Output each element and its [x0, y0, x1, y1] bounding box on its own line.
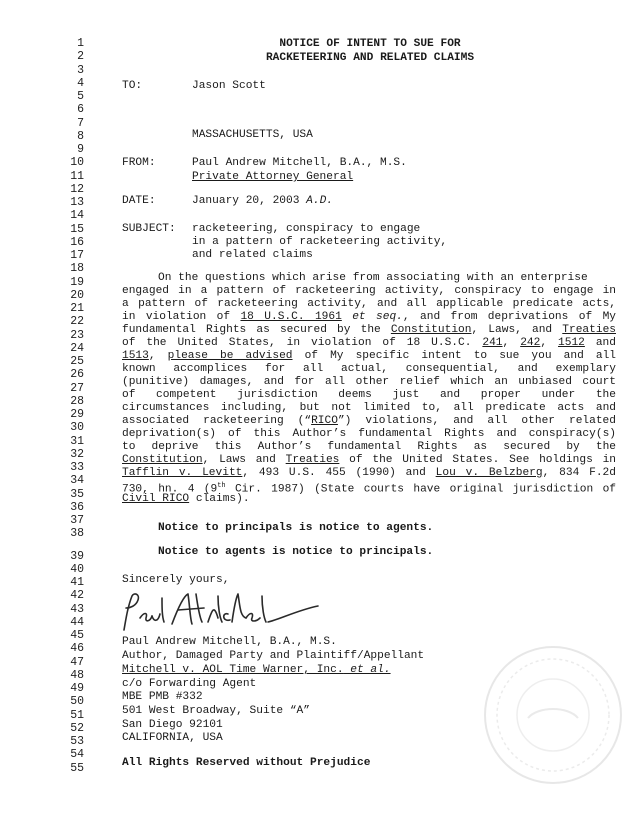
- line-number: 28: [70, 395, 84, 408]
- body-line-21: a pattern of racketeering activity, and all applicable predicate acts,: [122, 298, 616, 310]
- body-line-31: deprivation(s) of this Author’s fundamental Rights and conspiracy(s): [122, 428, 616, 440]
- body-line-25: 1513, please be advised of My specific intent to sue you and all: [122, 350, 616, 362]
- body-line-27: (punitive) damages, and for all other relief which an unbiased court: [122, 376, 616, 388]
- body-line-20: engaged in a pattern of racketeering activity, conspiracy to engage in: [122, 285, 616, 297]
- line-number: 53: [70, 735, 84, 748]
- body-line-33: Constitution, Laws and Treaties of the United States. See holdings in: [122, 454, 616, 466]
- line-number: 7: [77, 117, 84, 130]
- line-number: 55: [70, 762, 84, 775]
- line-number: 11: [70, 170, 84, 183]
- body-line-22: in violation of 18 U.S.C. 1961 et seq., and from deprivations of My: [122, 311, 616, 323]
- embossed-seal-mark: [478, 640, 628, 790]
- body-line-36: Civil RICO claims).: [122, 493, 250, 505]
- line-number: 24: [70, 342, 84, 355]
- line-number: 49: [70, 682, 84, 695]
- line-number: 30: [70, 421, 84, 434]
- line-number: 14: [70, 209, 84, 222]
- line-number: 8: [77, 130, 84, 143]
- line-number: 6: [77, 103, 84, 116]
- line-number: 42: [70, 589, 84, 602]
- body-line-24: of the United States, in violation of 18 U.S.C. 241, 242, 1512 and: [122, 337, 616, 349]
- line-number: 22: [70, 315, 84, 328]
- line-number: 46: [70, 642, 84, 655]
- line-number: 47: [70, 656, 84, 669]
- line-number: 51: [70, 709, 84, 722]
- line-number: 50: [70, 695, 84, 708]
- statute-link-1961: 18 U.S.C. 1961: [240, 311, 342, 323]
- body-line-32: to deprive this Author’s fundamental Rights as secured by the: [122, 441, 616, 453]
- line-number: 38: [70, 527, 84, 540]
- state-country: CALIFORNIA, USA: [122, 732, 223, 744]
- notice-agents: Notice to agents is notice to principals.: [158, 546, 434, 558]
- line-number: 32: [70, 448, 84, 461]
- body-line-30: associated racketeering (“RICO”) violations, and all other related: [122, 415, 616, 427]
- line-number: 16: [70, 236, 84, 249]
- line-number: 4: [77, 77, 84, 90]
- subject-label: SUBJECT:: [122, 223, 176, 235]
- body-line-23: fundamental Rights as secured by the Constitution, Laws, and Treaties: [122, 324, 616, 336]
- to-label: TO:: [122, 80, 143, 92]
- notice-principals: Notice to principals is notice to agents.: [158, 522, 434, 534]
- line-number: 54: [70, 748, 84, 761]
- line-number: 3: [77, 64, 84, 77]
- body-line-28: of competent jurisdiction deems just and proper under the: [122, 389, 616, 401]
- subject-line-3: and related claims: [192, 249, 313, 261]
- handwritten-signature: [118, 588, 338, 638]
- line-number: 10: [70, 156, 84, 169]
- subject-line-1: racketeering, conspiracy to engage: [192, 223, 421, 235]
- date-label: DATE:: [122, 195, 156, 207]
- line-number: 19: [70, 276, 84, 289]
- signer-role: Author, Damaged Party and Plaintiff/Appellant: [122, 650, 425, 662]
- to-state: MASSACHUSETTS, USA: [192, 129, 313, 141]
- body-line-26: known accomplices for all actual, consequential, and exemplary: [122, 363, 616, 375]
- line-number: 44: [70, 616, 84, 629]
- from-title: Private Attorney General: [192, 171, 354, 183]
- line-number: 48: [70, 669, 84, 682]
- line-number: 29: [70, 408, 84, 421]
- signer-name: Paul Andrew Mitchell, B.A., M.S.: [122, 636, 337, 648]
- line-number: 5: [77, 90, 84, 103]
- line-number: 17: [70, 249, 84, 262]
- line-number: 21: [70, 302, 84, 315]
- date-value: January 20, 2003 A.D.: [192, 195, 333, 207]
- line-number: 31: [70, 435, 84, 448]
- title-line-2: RACKETEERING AND RELATED CLAIMS: [265, 52, 475, 64]
- line-number: 13: [70, 196, 84, 209]
- line-number: 25: [70, 355, 84, 368]
- forwarding-agent: c/o Forwarding Agent: [122, 678, 257, 690]
- line-number: 45: [70, 629, 84, 642]
- closing: Sincerely yours,: [122, 574, 230, 586]
- body-line-34: Tafflin v. Levitt, 493 U.S. 455 (1990) and Lou v. Belzberg, 834 F.2d: [122, 467, 616, 479]
- line-number: 18: [70, 262, 84, 275]
- from-label: FROM:: [122, 157, 156, 169]
- line-number: 34: [70, 474, 84, 487]
- line-number: 40: [70, 563, 84, 576]
- to-name: Jason Scott: [192, 80, 266, 92]
- subject-line-2: in a pattern of racketeering activity,: [192, 236, 448, 248]
- line-number: 20: [70, 289, 84, 302]
- line-number: 1: [77, 37, 84, 50]
- line-number: 41: [70, 576, 84, 589]
- city-zip: San Diego 92101: [122, 719, 223, 731]
- rights-reserved: All Rights Reserved without Prejudice: [122, 757, 371, 769]
- line-number: 33: [70, 461, 84, 474]
- line-number: 9: [77, 143, 84, 156]
- line-number: 43: [70, 603, 84, 616]
- street-address: 501 West Broadway, Suite “A”: [122, 705, 310, 717]
- line-number: 23: [70, 329, 84, 342]
- line-number: 39: [70, 550, 84, 563]
- line-number: 15: [70, 223, 84, 236]
- body-line-29: circumstances including, but not limited to, all predicate acts and: [122, 402, 616, 414]
- mailbox: MBE PMB #332: [122, 691, 203, 703]
- line-number: 26: [70, 368, 84, 381]
- body-line-35: 730, hn. 4 (9th Cir. 1987) (State courts have original jurisdiction of: [122, 482, 616, 496]
- body-line-19: On the questions which arise from associating with an enterprise: [158, 272, 588, 284]
- line-number: 37: [70, 514, 84, 527]
- line-number: 52: [70, 722, 84, 735]
- line-number: 36: [70, 501, 84, 514]
- from-name: Paul Andrew Mitchell, B.A., M.S.: [192, 157, 407, 169]
- signer-case: Mitchell v. AOL Time Warner, Inc. et al.: [122, 664, 391, 676]
- line-number: 27: [70, 382, 84, 395]
- line-number: 35: [70, 488, 84, 501]
- line-number: 2: [77, 50, 84, 63]
- line-number: 12: [70, 183, 84, 196]
- title-line-1: NOTICE OF INTENT TO SUE FOR: [279, 38, 461, 50]
